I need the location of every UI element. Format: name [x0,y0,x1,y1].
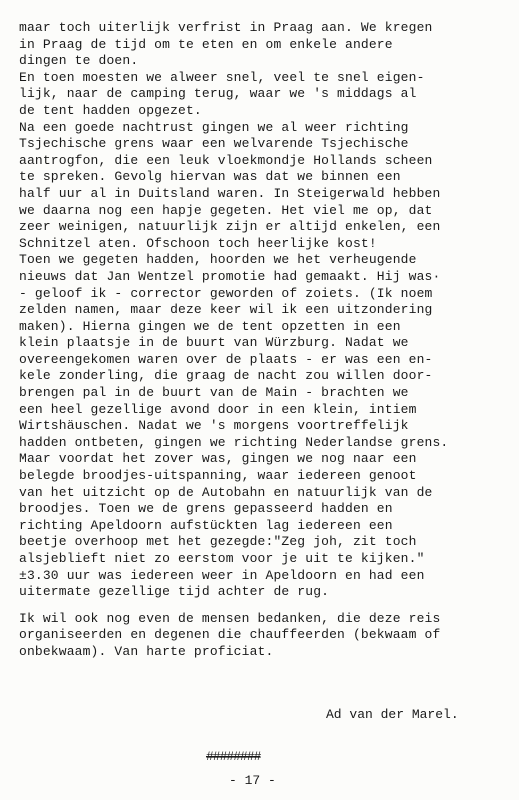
text-line: Ik wil ook nog even de mensen bedanken, die deze reis [19,610,441,626]
text-line: uitermate gezellige tijd achter de rug. [19,584,330,600]
text-line: onbekwaam). Van harte proficiat. [19,643,274,659]
text-line: klein plaatsje in de buurt van Würzburg. Nadat we [19,335,409,351]
text-line: lijk, naar de camping terug, waar we 's middags al [19,86,417,102]
text-line: En toen moesten we alweer snel, veel te snel eigen- [19,69,425,85]
text-line: in Praag de tijd om te eten en om enkele andere [19,36,393,52]
text-line: een heel gezellige avond door in een klein, intiem [19,401,417,417]
text-line: richting Apeldoorn aufstückten lag iedereen een [19,517,393,533]
text-line: nieuws dat Jan Wentzel promotie had gemaakt. Hij was· [19,268,441,284]
body-text [19,20,504,661]
text-line: zeer weinigen, natuurlijk zijn er altijd enkelen, een [19,219,441,235]
hash-ornament: ######## [206,749,261,764]
text-line: Wirtshäuschen. Nadat we 's morgens voortreffelijk [19,418,409,434]
text-line: we daarna nog een hapje gegeten. Het viel me op, dat [19,202,433,218]
page-number: - 17 - [229,773,276,788]
text-line: te spreken. Gevolg hiervan was dat we binnen een [19,169,401,185]
text-line: zelden namen, maar deze keer wil ik een uitzondering [19,302,433,318]
text-line: organiseerden en degenen die chauffeerden (bekwaam of [19,627,441,643]
text-line: Toen we gegeten hadden, hoorden we het verheugende [19,252,417,268]
text-line: Tsjechische grens waar een welvarende Tsjechische [19,136,409,152]
text-line: broodjes. Toen we de grens gepasseerd hadden en [19,501,393,517]
text-line: Na een goede nachtrust gingen we al weer richting [19,119,409,135]
text-line: maar toch uiterlijk verfrist in Praag aan. We kregen [19,20,433,35]
author-signature: Ad van der Marel. [326,707,459,722]
text-line: beetje overhoop met het gezegde:"Zeg joh, zit toch [19,534,417,550]
text-line: ±3.30 uur was iedereen weer in Apeldoorn en had een [19,567,425,583]
text-line: aantrogfon, die een leuk vloekmondje Hollands scheen [19,152,433,168]
text-line: brengen pal in de buurt van de Main - brachten we [19,385,409,401]
text-line: alsjeblieft niet zo eerstom voor je uit te kijken." [19,551,425,566]
text-line: Maar voordat het zover was, gingen we nog naar een [19,451,417,467]
text-line: de tent hadden opgezet. [19,102,202,118]
text-line: - geloof ik - corrector geworden of zoiets. (Ik noem [19,285,433,301]
text-line: Schnitzel aten. Ofschoon toch heerlijke kost! [19,235,377,251]
paragraph-gap [19,601,504,611]
text-line: hadden ontbeten, gingen we richting Nederlandse grens. [19,434,449,450]
text-line: overeengekomen waren over de plaats - er was een en- [19,351,433,367]
text-line: maken). Hierna gingen we de tent opzetten in een [19,318,401,334]
text-line: kele zonderling, die graag de nacht zou willen door- [19,368,433,384]
text-line: half uur al in Duitsland waren. In Steigerwald hebben [19,185,441,201]
text-line: belegde broodjes-uitspanning, waar iedereen genoot [19,468,417,484]
text-line: van het uitzicht op de Autobahn en natuurlijk van de [19,484,433,500]
text-line: dingen te doen. [19,53,139,69]
